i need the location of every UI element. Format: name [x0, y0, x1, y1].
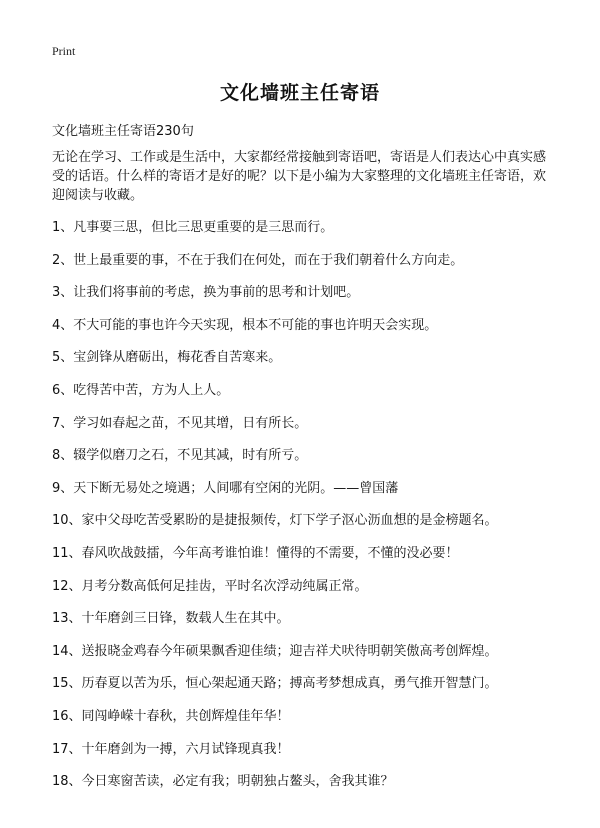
list-item: 16、同闯峥嵘十春秋，共创辉煌佳年华！	[52, 708, 290, 724]
list-item: 7、学习如春起之苗，不见其增，日有所长。	[52, 415, 308, 431]
list-item: 11、春风吹战鼓擂，今年高考谁怕谁！懂得的不需要，不懂的没必要！	[52, 545, 459, 561]
quote-list	[52, 212, 562, 799]
list-item: 13、十年磨剑三日锋，数载人生在其中。	[52, 611, 290, 627]
list-item: 2、世上最重要的事，不在于我们在何处，而在于我们朝着什么方向走。	[52, 252, 464, 268]
list-item: 10、家中父母吃苦受累盼的是捷报频传，灯下学子沤心沥血想的是金榜题名。	[52, 513, 498, 529]
page-title: 文化墙班主任寄语	[219, 82, 380, 104]
list-item: 5、宝剑锋从磨砺出，梅花香自苦寒来。	[52, 350, 282, 366]
list-item: 17、十年磨剑为一搏，六月试锋现真我！	[52, 741, 290, 757]
list-item: 12、月考分数高低何足挂齿，平时名次浮动纯属正常。	[52, 578, 368, 594]
print-label[interactable]: Print	[52, 44, 76, 58]
list-item: 1、凡事要三思，但比三思更重要的是三思而行。	[52, 220, 334, 235]
list-item: 6、吃得苦中苦，方为人上人。	[52, 382, 230, 398]
list-item: 9、天下断无易处之境遇；人间哪有空闲的光阴。——曾国藩	[52, 480, 399, 496]
list-item: 15、历春夏以苦为乐，恒心架起通天路；搏高考梦想成真，勇气推开智慧门。	[52, 676, 498, 692]
list-item: 14、送报晓金鸡春今年硕果飘香迎佳绩；迎吉祥犬吠待明朝笑傲高考创辉煌。	[52, 643, 498, 659]
list-item: 8、辍学似磨刀之石，不见其减，时有所亏。	[52, 448, 308, 464]
document-subtitle: 文化墙班主任寄语230句	[52, 124, 194, 139]
list-item: 18、今日寒窗苦读，必定有我；明朝独占鳌头，舍我其谁？	[52, 774, 394, 790]
intro-paragraph: 无论在学习、工作或是生活中，大家都经常接触到寄语吧，寄语是人们表达心中真实感受的话语。什么样的寄语才是好的呢？以下是小编为大家整理的文化墙班主任寄语，欢迎阅读与收藏。	[52, 150, 547, 203]
list-item: 4、不大可能的事也许今天实现，根本不可能的事也许明天会实现。	[52, 317, 438, 333]
list-item: 3、让我们将事前的考虑，换为事前的思考和计划吧。	[52, 285, 360, 301]
